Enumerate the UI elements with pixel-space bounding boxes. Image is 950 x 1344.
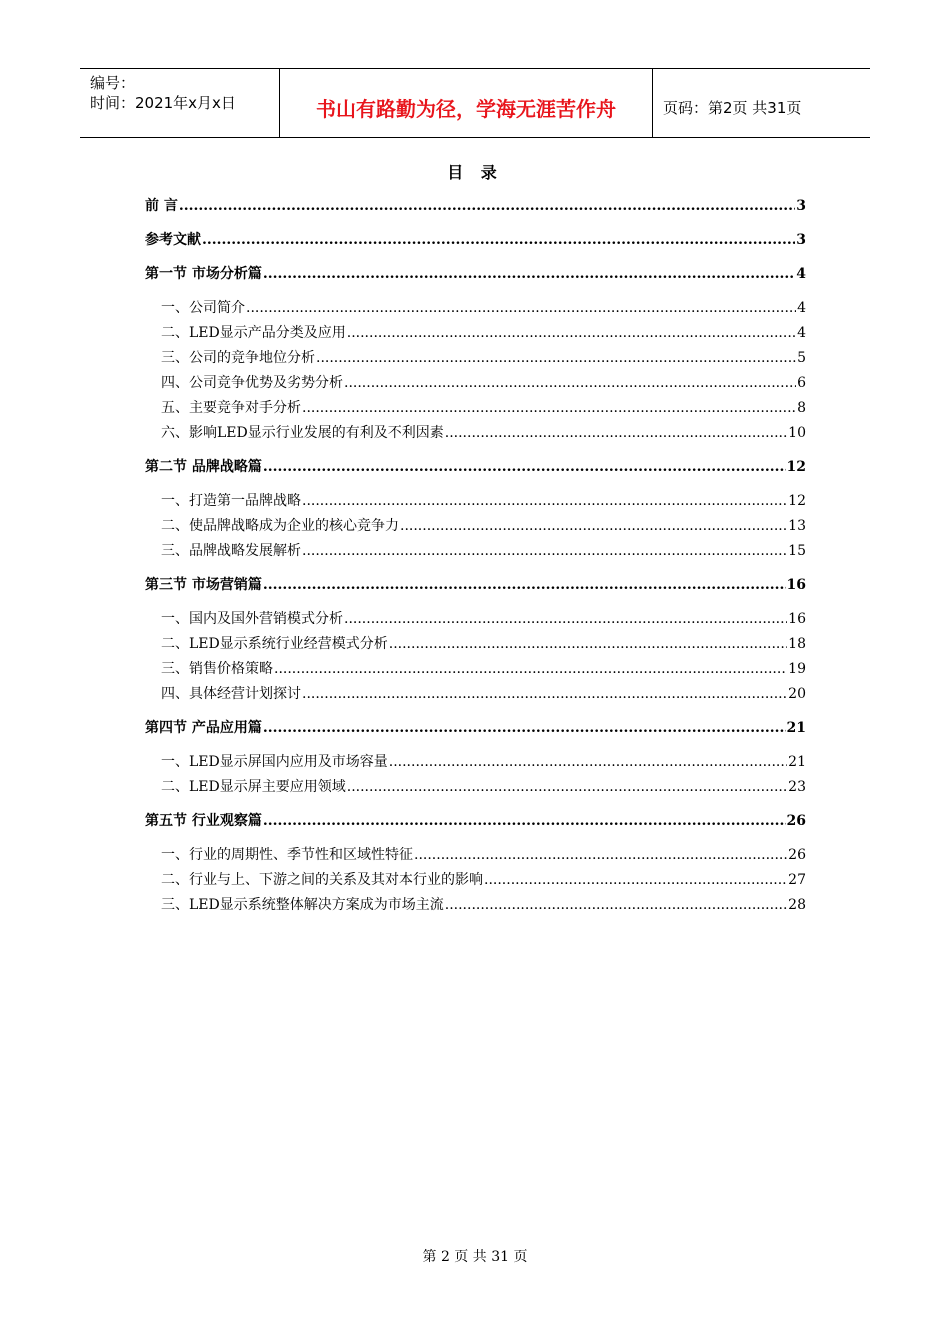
toc-leader-dots	[484, 869, 787, 891]
toc-subsection-entry[interactable]	[161, 776, 806, 798]
toc-entry-label: 三、LED显示系统整体解决方案成为市场主流	[161, 897, 444, 913]
toc-entry-label: 二、LED显示产品分类及应用	[161, 325, 346, 341]
toc-entry-label: 第一节 市场分析篇	[145, 266, 262, 282]
toc-entry-label: 四、具体经营计划探讨	[161, 686, 301, 702]
toc-entry-label: 前 言	[145, 198, 178, 214]
toc-subsection-entry[interactable]	[161, 869, 806, 891]
toc-leader-dots	[302, 540, 787, 562]
toc-entry-page-number: 28	[788, 897, 806, 913]
toc-leader-dots	[202, 229, 795, 251]
toc-entry-page-number: 27	[788, 872, 806, 888]
toc-entry-page-number: 5	[797, 350, 806, 366]
document-number-label: 编号：	[90, 74, 136, 92]
toc-section-entry[interactable]	[145, 717, 806, 739]
toc-entry-label: 二、使品牌战略成为企业的核心竞争力	[161, 518, 399, 534]
toc-entry-page-number: 8	[797, 400, 806, 416]
toc-leader-dots	[414, 844, 787, 866]
toc-section-entry[interactable]	[145, 229, 806, 251]
toc-entry-page-number: 15	[788, 543, 806, 559]
toc-leader-dots	[445, 422, 787, 444]
toc-subsection-entry[interactable]	[161, 844, 806, 866]
toc-entry-label: 一、国内及国外营销模式分析	[161, 611, 343, 627]
toc-leader-dots	[347, 776, 787, 798]
document-time-label: 时间：2021年x月x日	[90, 94, 236, 112]
toc-leader-dots	[302, 397, 796, 419]
toc-entry-label: 一、行业的周期性、季节性和区域性特征	[161, 847, 413, 863]
toc-leader-dots	[263, 717, 786, 739]
toc-entry-page-number: 3	[796, 198, 806, 214]
header-motto: 书山有路勤为径，学海无涯苦作舟	[280, 69, 653, 137]
toc-entry-label: 第五节 行业观察篇	[145, 813, 262, 829]
toc-entry-label: 第四节 产品应用篇	[145, 720, 262, 736]
toc-subsection-entry[interactable]	[161, 540, 806, 562]
toc-leader-dots	[246, 297, 796, 319]
toc-entry-page-number: 16	[786, 577, 806, 593]
toc-subsection-entry[interactable]	[161, 894, 806, 916]
toc-leader-dots	[302, 683, 787, 705]
toc-subsection-entry[interactable]	[161, 322, 806, 344]
toc-leader-dots	[400, 515, 787, 537]
toc-entry-page-number: 16	[788, 611, 806, 627]
toc-leader-dots	[263, 574, 786, 596]
toc-leader-dots	[302, 490, 787, 512]
page-footer: 第 2 页 共 31 页	[422, 1249, 528, 1265]
toc-subsection-entry[interactable]	[161, 422, 806, 444]
toc-entry-page-number: 10	[788, 425, 806, 441]
toc-entry-label: 五、主要竞争对手分析	[161, 400, 301, 416]
toc-entry-label: 一、打造第一品牌战略	[161, 493, 301, 509]
toc-leader-dots	[445, 894, 787, 916]
toc-entry-label: 四、公司竞争优势及劣势分析	[161, 375, 343, 391]
toc-entry-label: 三、品牌战略发展解析	[161, 543, 301, 559]
toc-leader-dots	[344, 372, 796, 394]
toc-entry-label: 二、LED显示屏主要应用领域	[161, 779, 346, 795]
toc-entry-label: 第三节 市场营销篇	[145, 577, 262, 593]
toc-subsection-entry[interactable]	[161, 397, 806, 419]
toc-entry-label: 二、行业与上、下游之间的关系及其对本行业的影响	[161, 872, 483, 888]
toc-leader-dots	[389, 633, 787, 655]
toc-subsection-entry[interactable]	[161, 347, 806, 369]
toc-subsection-entry[interactable]	[161, 751, 806, 773]
toc-entry-label: 三、公司的竞争地位分析	[161, 350, 315, 366]
toc-subsection-entry[interactable]	[161, 658, 806, 680]
toc-entry-page-number: 12	[786, 459, 806, 475]
toc-entry-label: 三、销售价格策略	[161, 661, 273, 677]
toc-entry-label: 第二节 品牌战略篇	[145, 459, 262, 475]
toc-section-entry[interactable]	[145, 574, 806, 596]
toc-entry-label: 二、LED显示系统行业经营模式分析	[161, 636, 388, 652]
toc-entry-page-number: 18	[788, 636, 806, 652]
toc-entry-page-number: 19	[788, 661, 806, 677]
toc-section-entry[interactable]	[145, 263, 806, 285]
toc-subsection-entry[interactable]	[161, 372, 806, 394]
toc-entry-page-number: 21	[786, 720, 806, 736]
toc-leader-dots	[344, 608, 787, 630]
page-header	[80, 68, 870, 138]
toc-leader-dots	[274, 658, 787, 680]
toc-entry-page-number: 21	[788, 754, 806, 770]
toc-entry-label: 六、影响LED显示行业发展的有利及不利因素	[161, 425, 444, 441]
toc-entry-page-number: 26	[786, 813, 806, 829]
toc-leader-dots	[347, 322, 796, 344]
toc-subsection-entry[interactable]	[161, 490, 806, 512]
toc-leader-dots	[263, 263, 795, 285]
toc-title: 目 录	[447, 163, 503, 182]
toc-entry-page-number: 4	[796, 266, 806, 282]
toc-subsection-entry[interactable]	[161, 683, 806, 705]
toc-entry-page-number: 12	[788, 493, 806, 509]
toc-leader-dots	[316, 347, 796, 369]
toc-leader-dots	[263, 456, 786, 478]
toc-entry-page-number: 6	[797, 375, 806, 391]
toc-entry-page-number: 3	[796, 232, 806, 248]
toc-leader-dots	[263, 810, 786, 832]
toc-entry-page-number: 13	[788, 518, 806, 534]
toc-entry-label: 参考文献	[145, 232, 201, 248]
toc-subsection-entry[interactable]	[161, 515, 806, 537]
toc-subsection-entry[interactable]	[161, 608, 806, 630]
toc-entry-label: 一、LED显示屏国内应用及市场容量	[161, 754, 388, 770]
header-meta	[80, 69, 280, 137]
toc-section-entry[interactable]	[145, 195, 806, 217]
toc-subsection-entry[interactable]	[161, 297, 806, 319]
toc-entry-page-number: 20	[788, 686, 806, 702]
toc-section-entry[interactable]	[145, 810, 806, 832]
toc-entry-page-number: 4	[797, 300, 806, 316]
toc-leader-dots	[179, 195, 795, 217]
toc-entry-page-number: 23	[788, 779, 806, 795]
toc-entry-page-number: 4	[797, 325, 806, 341]
toc-subsection-entry[interactable]	[161, 633, 806, 655]
toc-leader-dots	[389, 751, 787, 773]
header-page-info: 页码：第2页 共31页	[663, 98, 802, 117]
toc-section-entry[interactable]	[145, 456, 806, 478]
toc-entry-label: 一、公司简介	[161, 300, 245, 316]
toc-entry-page-number: 26	[788, 847, 806, 863]
